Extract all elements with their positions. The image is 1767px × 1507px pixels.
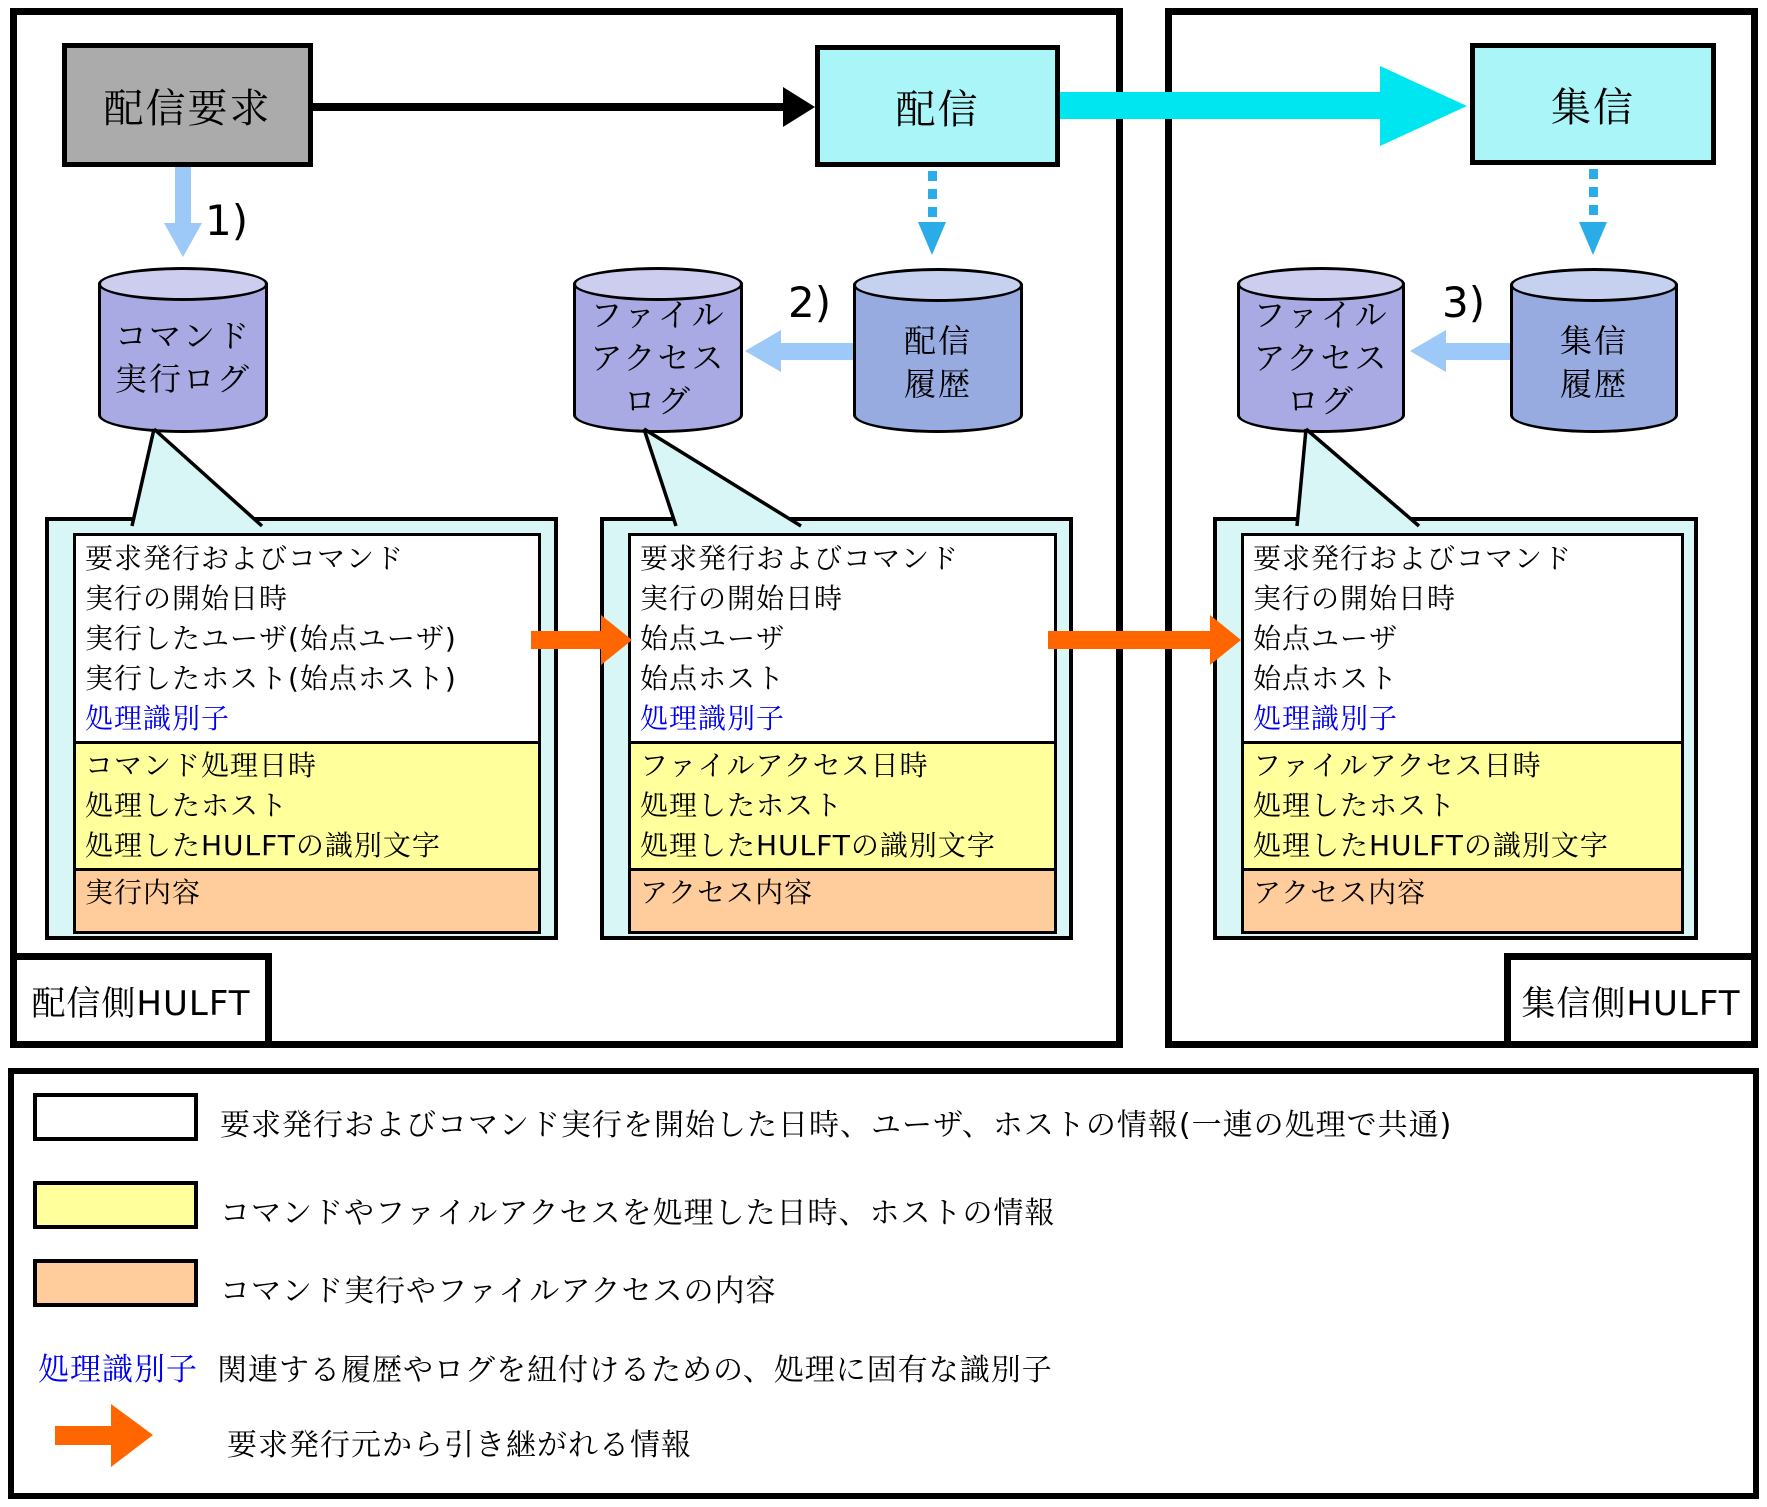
callout-tail [634, 429, 809, 529]
command-log-fields [73, 533, 541, 934]
sender-frame-label-box [10, 953, 272, 1048]
cylinder-top [853, 268, 1023, 302]
file-access-log-send-fields [628, 533, 1057, 934]
legend-process-id-label: 処理識別子 [38, 1352, 198, 1388]
field-row: ファイルアクセス日時 [640, 749, 929, 782]
callout-tail [129, 429, 269, 529]
field-row: 実行の開始日時 [85, 582, 289, 615]
command-log-cylinder [98, 267, 268, 433]
file-access-log-line2: アクセス [590, 339, 726, 377]
receive-box [1470, 43, 1716, 165]
sender-frame-label: 配信側HULFT [31, 984, 251, 1024]
send-to-receive-arrowhead [1380, 66, 1467, 146]
inherit-arrow-2 [1048, 615, 1241, 665]
send-box [815, 45, 1060, 167]
field-row: 要求発行およびコマンド [640, 542, 960, 575]
file-access-log-recv-callout [1213, 517, 1698, 940]
file-access-log-line1: ファイル [590, 296, 726, 334]
field-row: 処理したHULFTの識別文字 [85, 829, 441, 862]
legend-text-yellow: コマンドやファイルアクセスを処理した日時、ホストの情報 [220, 1196, 1056, 1231]
field-row: 処理したHULFTの識別文字 [1253, 829, 1609, 862]
file-access-log-recv-fields [1241, 533, 1684, 934]
field-row: 処理したホスト [640, 789, 844, 822]
request-to-send-arrowhead [783, 87, 815, 127]
field-row: 処理したホスト [1253, 789, 1457, 822]
field-row: 始点ホスト [640, 662, 786, 695]
step-1-label: 1) [205, 196, 249, 245]
command-log-line2: 実行ログ [114, 360, 251, 398]
request-to-commandlog-arrow [175, 167, 191, 223]
field-row: ファイルアクセス日時 [1253, 749, 1542, 782]
process-id-row: 処理識別子 [85, 702, 231, 735]
field-row: 実行したユーザ(始点ユーザ) [85, 622, 457, 655]
field-row: 処理したホスト [85, 789, 289, 822]
receive-history-line2: 履歴 [1559, 365, 1628, 403]
field-row: 実行の開始日時 [1253, 582, 1457, 615]
legend-swatch-yellow [33, 1181, 198, 1229]
file-access-log-line3: ログ [1286, 382, 1355, 420]
legend-inherit-arrow-text: 要求発行元から引き継がれる情報 [227, 1428, 692, 1463]
inherit-arrow-1 [531, 615, 632, 665]
file-access-log-recv-cylinder [1237, 267, 1405, 433]
receive-history-cylinder [1510, 268, 1678, 433]
callout-tail [1287, 429, 1427, 529]
file-access-log-line2: アクセス [1253, 339, 1389, 377]
receiver-frame-label: 集信側HULFT [1521, 984, 1741, 1024]
file-access-log-line1: ファイル [1253, 296, 1389, 334]
process-id-row: 処理識別子 [1253, 702, 1399, 735]
field-row: 始点ユーザ [1253, 622, 1399, 655]
history-to-log-arrowhead-2 [745, 330, 781, 372]
field-row: 始点ユーザ [640, 622, 786, 655]
file-access-log-send-cylinder [573, 267, 743, 433]
delivery-request-label: 配信要求 [103, 85, 272, 132]
receive-label: 集信 [1551, 84, 1635, 131]
field-row: 実行の開始日時 [640, 582, 844, 615]
cylinder-top [98, 267, 268, 301]
send-to-receive-arrow [1060, 92, 1395, 119]
delivery-request-box [62, 43, 313, 167]
field-row: 実行内容 [85, 876, 202, 909]
request-to-send-arrow [313, 103, 785, 111]
field-row: 要求発行およびコマンド [1253, 542, 1573, 575]
field-row: コマンド処理日時 [85, 749, 318, 782]
cylinder-top [1510, 268, 1678, 302]
send-history-cylinder [853, 268, 1023, 433]
field-row: 実行したホスト(始点ホスト) [85, 662, 457, 695]
send-history-line1: 配信 [903, 322, 972, 360]
field-row: 要求発行およびコマンド [85, 542, 405, 575]
file-access-log-line3: ログ [623, 382, 692, 420]
legend-inherit-arrow-icon [55, 1404, 155, 1467]
send-history-line2: 履歴 [903, 365, 972, 403]
legend-text-white: 要求発行およびコマンド実行を開始した日時、ユーザ、ホストの情報(一連の処理で共通) [220, 1108, 1453, 1143]
command-log-line1: コマンド [114, 317, 251, 355]
receive-history-line1: 集信 [1559, 322, 1628, 360]
field-row: アクセス内容 [1253, 876, 1427, 909]
legend-swatch-orange [33, 1259, 198, 1307]
legend-swatch-white [33, 1093, 198, 1141]
legend-text-orange: コマンド実行やファイルアクセスの内容 [220, 1274, 777, 1309]
receive-to-history-arrowhead [1579, 222, 1607, 255]
step-2-label: 2) [788, 278, 832, 327]
file-access-log-send-callout [600, 517, 1073, 940]
send-to-history-arrowhead [918, 222, 946, 255]
send-label: 配信 [895, 86, 980, 133]
receive-to-history-dotted-line [1589, 169, 1598, 222]
request-to-commandlog-arrowhead [164, 223, 202, 257]
field-row: アクセス内容 [640, 876, 814, 909]
command-log-callout [45, 517, 558, 940]
history-to-log-arrow-3 [1444, 343, 1510, 360]
history-to-log-arrowhead-3 [1410, 330, 1446, 372]
field-row: 始点ホスト [1253, 662, 1399, 695]
step-3-label: 3) [1442, 278, 1486, 327]
receiver-frame-label-box [1504, 953, 1758, 1048]
history-to-log-arrow-2 [779, 343, 853, 360]
send-to-history-dotted-line [928, 171, 937, 222]
process-id-row: 処理識別子 [640, 702, 786, 735]
legend-process-id-text: 関連する履歴やログを紐付けるための、処理に固有な識別子 [217, 1353, 1053, 1388]
field-row: 処理したHULFTの識別文字 [640, 829, 996, 862]
